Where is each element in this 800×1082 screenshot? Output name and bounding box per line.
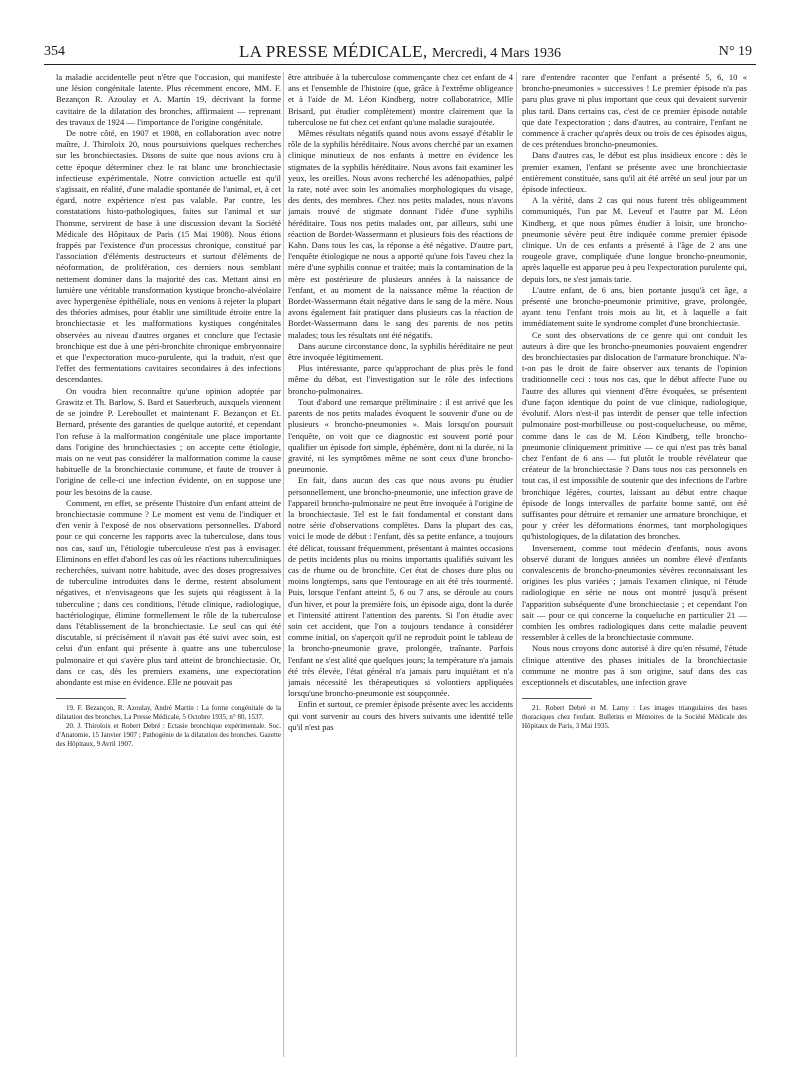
text-column-2 <box>288 72 513 1057</box>
text-column-1 <box>56 72 281 1057</box>
paragraph: On voudra bien reconnaître qu'une opinion adoptée par Grawitz et Th. Barlow, S. Bard et Sauerbruch, auxquels viennent de se joindre P. Lereboullet et maintenant F. Bezançon et Et. Bernard, présente des garanties de quelque autorité, et cependant l'on refuse à la malformation congénitale une place importante dans l'origine des bronchiectasies ; on accepte cette étiologie, mais on ne veut pas considérer la malformation comme la cause habituelle de la bronchiectasie commune, et faute de trouver à l'origine de celle-ci une infection évidente, on en suppose une pour les besoins de la cause. <box>56 385 281 497</box>
paragraph: L'autre enfant, de 6 ans, bien portante jusqu'à cet âge, a présenté une broncho-pneumonie primitive, grave, prolongée, ayant tenu l'enfant trois mois au lit, et à laquelle a fait immédiatement suite le syndrome complet d'une bronchiectasie. <box>522 284 747 329</box>
paragraph: Ce sont des observations de ce genre qui ont conduit les auteurs à dire que les broncho-pneumonies pouvaient engendrer des bronchiectasies par dislocation de l'armature bronchique. N'a-t-on pas le droit de faire observer aux tenants de l'opinion traditionnelle ceci : tous nos cas, que le début affecte l'une ou l'autre des allures qui viennent d'être évoquées, se présentent d'une façon identique du point de vue clinique, radiologique, évolutif. Alors n'est-il pas interdit de penser que telle infection pulmonaire post-morbilleuse ou post-coquelucheuse, ou même, comme dans le cas de M. Léon Kindberg, telle broncho-pneumonie cliniquement primitive — ce qui n'est pas très banal chez l'enfant de 6 ans — fut plutôt le trouble révélateur que créateur de la bronchiectasie ? Dans tous nos cas personnels en tout cas, il est impossible de soutenir que des infections de l'arbre bronchique légères, courtes, laissant au début entre chaque épisode de longs intervalles de parfaite bonne santé, ont été suffisantes pour détruire et remanier une armature bronchique, et pour y créer les déformations énormes, tant morphologiques qu'histologiques, de la dilatation des bronches. <box>522 329 747 542</box>
footnote-21: 21. Robert Debré et M. Lamy : Les images triangulaires des bases thoraciques chez l'enfant. Bulletins et Mémoires de la Société Médicale des Hôpitaux de Paris, 3 Mai 1935. <box>522 704 747 731</box>
text-column-3 <box>522 72 747 1057</box>
paragraph: être attribuée à la tuberculose commençante chez cet enfant de 4 ans et l'ensemble de l'histoire (que, grâce à l'extrême obligeance et à l'aide de M. Léon Kindberg, notre collaboratrice, Mlle Brisard, put étudier complètement) montre clairement que la tuberculose ne fut chez cet enfant qu'une maladie surajoutée. <box>288 72 513 127</box>
paragraph: De notre côté, en 1907 et 1908, en collaboration avec notre maître, J. Thiroloix 20, nous poursuivions quelques recherches sur les bronchiectasies. Disons de suite que nous avions cru à cette époque déterminer chez le rat blanc une bronchiectasie infectieuse expérimentale. Notre conviction actuelle est qu'il s'agissait, en réalité, d'une maladie spontanée de l'animal, et, à cet égard, notre expérience n'est pas valable. Par contre, les constatations histo-pathologiques, faites sur l'animal et sur l'homme, servirent de base à une discussion devant la Société Médicale des Hôpitaux de Paris (15 Mai 1908). Nous étions frappés par l'existence d'un processus chronique, constitué par l'association d'éléments destructeurs et surtout d'éléments de néoformation, de prolifération, ces derniers nous semblant nettement dominer dans la majorité des cas. Mettant ainsi en lumière une véritable transformation kystique broncho-alvéolaire avec hypergenèse épithéliale, nous en venions à rejeter la plupart des théories admises, pour établir une similitude étroite entre la bronchiectasie et les malformations kystiques congénitales observées au niveau d'autres organes et conclure que l'ectasie bronchique est due à une péri-bronchite chronique embryonnaire et que l'expectoration muco-purulente, qui la traduit, n'est que l'effet des fermentations cavitaires secondaires à des infections descendantes. <box>56 128 281 385</box>
page-number: 354 <box>44 44 65 59</box>
footnote-19: 19. F. Bezançon, R. Azoulay, André Martin : La forme congénitale de la dilatation des bronches. La Presse Médicale, 5 Octobre 1935, n° 80, 1537. <box>56 704 281 722</box>
footnote-20: 20. J. Thiroloix et Robert Debré : Ectasie bronchique expérimentale. Soc. d'Anatomie, 15 Janvier 1907 ; Pathogénie de la dilatation des bronches. Gazette des Hôpitaux, 9 Avril 1907. <box>56 722 281 749</box>
paragraph: Plus intéressante, parce qu'approchant de plus près le fond même du débat, est l'investigation sur le rôle des infections broncho-pulmonaires. <box>288 363 513 396</box>
paragraph: Mêmes résultats négatifs quand nous avons essayé d'établir le rôle de la syphilis héréditaire. Nous avons cherché par un examen clinique minutieux de nos enfants à mettre en évidence les stigmates de la syphilis héréditaire. Nous avons fait examiner les yeux, les oreilles. Nous avons recherché les adénopathies, palpé la rate, noté avec soin les anomalies morphologiques du visage, des dents, des membres. Chez nos petits malades, nous n'avons jamais trouvé de stigmate donnant l'idée d'une syphilis héréditaire. Tous nos petits malades ont, par ailleurs, subi une réaction de Bordet-Wassermann et plusieurs fois des réactions de Kahn. Dans tous les cas, la réponse a été négative. D'autre part, l'enquête étiologique ne nous a apporté qu'une fois l'aveu chez la mère d'une syphilis connue et traitée; mais la contamination de la mère est postérieure de plusieurs années à la naissance de l'enfant, et au moment de la naissance même la réaction de Bordet-Wassermann était négative dans le sang de la mère. Nous avons également fait pratiquer dans plusieurs cas la réaction de Bordet-Wassermann dans le sang des parents de nos petits malades; tous les résultats ont été négatifs. <box>288 128 513 340</box>
header-rule <box>44 64 756 65</box>
column-divider <box>283 72 284 1057</box>
paragraph: la maladie accidentelle peut n'être que l'occasion, qui manifeste une lésion congénitale latente. Plus récemment encore, MM. F. Bezançon R. Azoulay et A. Martin 19, décrivant la forme cavitaire de la dilatation des bronches, affirmaient — reprenant des travaux de 1924 — l'importance de l'origine congénitale. <box>56 72 281 127</box>
column-divider <box>516 72 517 1057</box>
paragraph: Inversement, comme tout médecin d'enfants, nous avons observé durant de longues années un nombre élevé d'enfants convalescents de broncho-pneumonies sévères reconnaissant les origines les plus variées ; jamais l'examen clinique, ni l'étude radiologique en série ne nous ont montré jusqu'à présent l'apparition subséquente d'une bronchiectasie ; et cependant l'on sait — pour ce qui concerne la coqueluche en particulier 21 — combien les ombres radiologiques dans cette maladie peuvent ressembler à celles de la bronchiectasie commune. <box>522 542 747 643</box>
journal-header <box>44 42 756 62</box>
paragraph: rare d'entendre raconter que l'enfant a présenté 5, 6, 10 « broncho-pneumonies » successives ! Le premier épisode n'a pas paru plus grave ni plus important que ceux qui devaient survenir plus tard. Dans certains cas, c'est de ce premier épisode notable que date l'expectoration ; dans d'autres, au contraire, l'enfant ne commence à cracher qu'après deux ou trois de ces épisodes aigus, de ces prétendues broncho-pneumonies. <box>522 72 747 150</box>
paragraph: En fait, dans aucun des cas que nous avons pu étudier personnellement, une broncho-pneumonie, une infection grave de l'appareil broncho-pulmonaire ne peut être invoquée à l'origine de la bronchiectasie. Tel est le fait fondamental et constant dans notre série d'observations complètes. Dans la plupart des cas, voici le mode de début : l'enfant, dès sa petite enfance, a toujours été délicat, toussant fréquemment, présentant à maintes occasions de petits incidents plus ou moins importants qualifiés suivant les cas de rhume ou de bronchite. Cet état de choses dure plus ou moins longtemps, sans que l'entourage en ait été très tourmenté. Puis, lorsque l'enfant atteint 5, 6 ou 7 ans, se déroule au cours d'un hiver, et pour la première fois, un épisode aigu, dont la durée et l'intensité attirent l'attention des parents. Si l'on étudie avec soin cet accident, que l'on a toujours tendance à considérer comme initial, on s'aperçoit qu'il ne reproduit point le tableau de la broncho-pneumonie grave, prolongée, traînante. Parfois l'enfant ne s'est alité que quelques jours; la température n'a jamais été très élevée, l'état général n'a jamais paru inquiétant et n'a jamais nécessité les thérapeutiques si volontiers appliquées lorsqu'une broncho-pneumonie est soupçonnée. <box>288 475 513 699</box>
issue-number: N° 19 <box>718 44 752 59</box>
footnote-rule <box>56 698 126 699</box>
journal-title: LA PRESSE MÉDICALE, <box>238 42 428 61</box>
paragraph: Nous nous croyons donc autorisé à dire qu'en résumé, l'étude clinique attentive des phases initiales de la bronchiectasie commune ne montre pas à son origine, sauf dans des cas exceptionnels et discutables, une infection grave <box>522 643 747 687</box>
paragraph: Enfin et surtout, ce premier épisode présente avec les accidents qui vont survenir au cours des hivers suivants une identité telle qu'il n'est pas <box>288 699 513 732</box>
paragraph: Dans aucune circonstance donc, la syphilis héréditaire ne peut être invoquée légitimement. <box>288 340 513 363</box>
paragraph: A la vérité, dans 2 cas qui nous furent très obligeamment communiqués, l'un par M. Leveuf et l'autre par M. Léon Kindberg, et que nous pûmes étudier à loisir, une broncho-pneumonie sévère peut être indiquée comme premier épisode clinique. Un de ces enfants a présenté à l'âge de 2 ans une rougeole grave, compliquée d'une longue broncho-pneumonie, après laquelle est apparue peu à peu l'expectoration purulente qui, depuis lors, ne s'est jamais tarie. <box>522 195 747 284</box>
paragraph: Comment, en effet, se présente l'histoire d'un enfant atteint de bronchiectasie commune ? Le moment est venu de l'indiquer et d'en venir à l'exposé de nos observations personnelles. D'abord pour ce qui concerne les rapports avec la tuberculose, dans tous nos cas, sauf un, l'étiologie tuberculeuse n'est pas à envisager. Eliminons en effet d'abord les cas où les réactions tuberculiniques recherchées, suivant notre habitude, avec des doses progressives de tuberculine introduites dans le derme, restent absolument négatives, et n'envisageons que les sujets qui réagissent à la tuberculine ; dans ces conditions, l'étude clinique, radiologique, bactériologique, élimine formellement le rôle de la tuberculose dans l'établissement de la bronchiectasie. Le seul cas qui été discutable, si précisément il n'avait pas été suivi avec soin, est celui d'un enfant qui présente à quatre ans une tuberculose pulmonaire et qui s'avère plus tard atteint de bronchiectasie. Or, dans ce cas, dès les premiers examens, une expectoration abondante est mise en évidence. Elle ne pouvait pas <box>56 497 281 687</box>
issue-date: Mercredi, 4 Mars 1936 <box>431 46 562 61</box>
paragraph: Tout d'abord une remarque préliminaire : il est arrivé que les parents de nos petits malades évoquent le souvenir d'une ou de plusieurs « broncho-pneumonies ». Mais lorsqu'on poursuit l'enquête, on voit que ce diagnostic est souvent porté pour qualifier un épisode fort simple, éphémère, dont ni la durée, ni la gravité, ni les symptômes même ne sont ceux d'une broncho-pneumonie. <box>288 396 513 475</box>
footnote-rule <box>522 698 592 699</box>
page-header <box>44 42 756 64</box>
paragraph: Dans d'autres cas, le début est plus insidieux encore : dès le premier examen, l'enfant se présente avec une bronchiectasie entièrement constituée, sans qu'il ait été arrêté un seul jour par un épisode infectieux. <box>522 150 747 195</box>
